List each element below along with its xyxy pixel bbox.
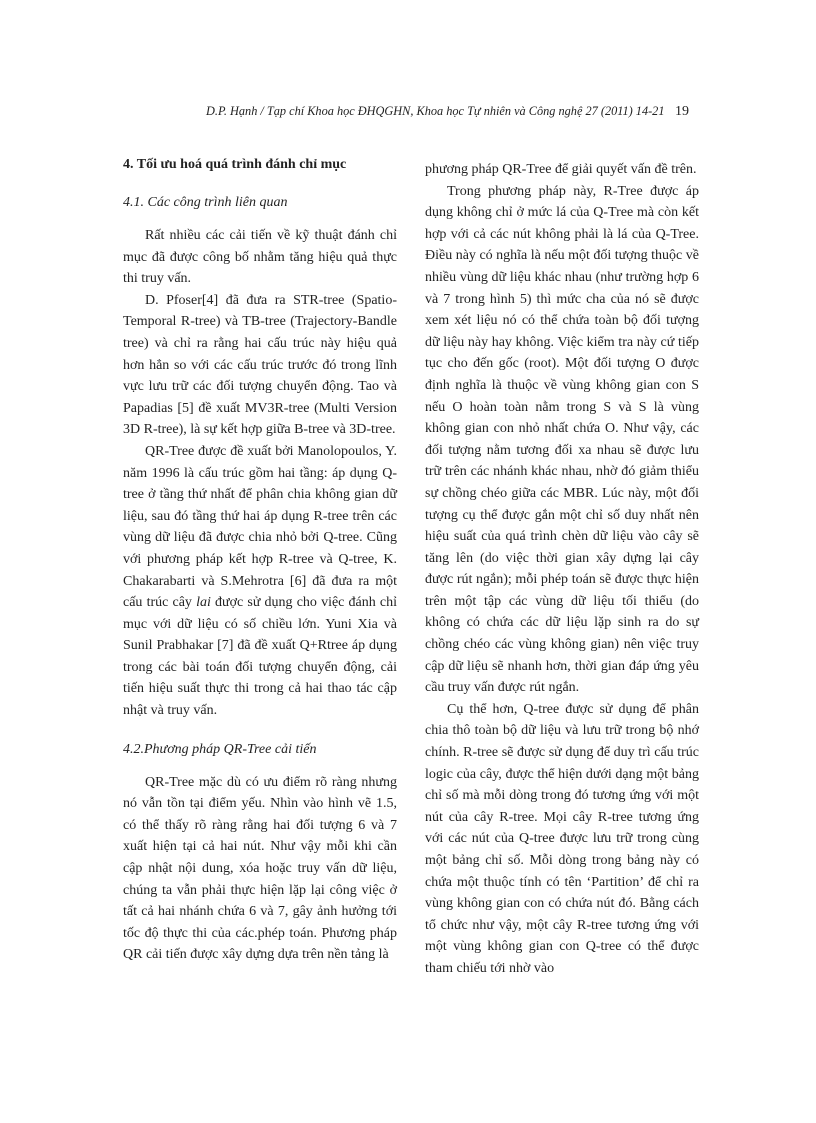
italic-term: lai [196, 595, 211, 611]
paragraph [123, 441, 397, 722]
section-title: 4. Tối ưu hoá quá trình đánh chỉ mục [123, 157, 347, 172]
page-header [0, 104, 816, 124]
paragraph: D. Pfoser[4] đã đưa ra STR-tree (Spatio-Temporal R-tree) và TB-tree (Trajectory-Bandle tree) và chỉ ra rằng hai cấu trúc này hiệu quả hơn hẳn so với các cấu trúc trước đó trong lĩnh vực lưu trữ các đối tượng chuyển động. Tao và Papadias [5] đề xuất MV3R-tree (Multi Version 3D R-tree), là sự kết hợp giữa B-tree và 3D-tree. [123, 292, 397, 438]
paragraph-text: được sử dụng cho việc đánh chỉ mục với dữ liệu có số chiều lớn. Yuni Xia và Sunil Prabhakar [7] đã đề xuất Q+Rtree áp dụng trong các bài toán đối tượng chuyển động, cải tiến hiệu suất thực thi trong cả hai thao tác cập nhật và truy vấn. [123, 595, 397, 719]
paragraph: QR-Tree mặc dù có ưu điểm rõ ràng nhưng nó vẫn tồn tại điểm yếu. Nhìn vào hình vẽ 1.5, có thể thấy rõ ràng rằng hai đối tượng 6 và 7 xuất hiện tại cả hai nút. Như vậy mỗi khi cần cập nhật nội dung, xóa hoặc truy vấn dữ liệu, chúng ta vẫn phải thực hiện lặp lại công việc ở tất cả hai nhánh chứa 6 và 7, gây ảnh hưởng tới tốc độ thực thi của các.phép toán. Phương pháp QR cải tiến được xây dựng dựa trên nền tảng là [123, 774, 397, 963]
paragraph: Cụ thể hơn, Q-tree được sử dụng để phân chia thô toàn bộ dữ liệu và lưu trữ trong bộ nhớ chính. R-tree sẽ được sử dụng để duy trì cấu trúc logic của cây, được thể hiện dưới dạng một bảng chỉ số mà mỗi dòng trong đó tương ứng với một nút của cây R-tree. Mọi cây R-tree tương ứng với các nút của Q-tree được lưu trữ trong cùng một bảng chỉ số. Mỗi dòng trong bảng này có chứa một thuộc tính có tên ‘Partition’ để chỉ ra vùng không gian con có chứa nút đó. Bằng cách tổ chức như vậy, một cây R-tree tương ứng với một vùng không gian con Q-tree có thể được tham chiếu tới nhờ vào [425, 701, 699, 976]
running-head: D.P. Hạnh / Tạp chí Khoa học ĐHQGHN, Khoa học Tự nhiên và Công nghệ 27 (2011) 14-21 [206, 104, 665, 118]
paragraph-text: QR-Tree được đề xuất bởi Manolopoulos, Y. năm 1996 là cấu trúc gồm hai tầng: áp dụng Q-tree ở tầng thứ nhất để phân chia không gian dữ liệu, sau đó tầng thứ hai áp dụng R-tree trên các vùng dữ liệu đã được chia nhỏ bởi Q-tree. Cũng với phương pháp kết hợp R-tree và Q-tree, K. Chakarabarti và S.Mehrotra [6] đã đưa ra một cấu trúc cây [123, 443, 397, 611]
subsection-title-4-1: 4.1. Các công trình liên quan [123, 195, 288, 210]
paragraph: Trong phương pháp này, R-Tree được áp dụng không chỉ ở mức lá của Q-Tree mà còn kết hợp với cả các nút không phải là lá của Q-Tree. Điều này có nghĩa là nếu một đối tượng thuộc về nhiều vùng dữ liệu khác nhau (như trường hợp 6 và 7 trong hình 5) thì mức cha của nó sẽ được xem xét liệu nó có thể chứa toàn bộ đối tượng dữ liệu này hay không. Việc kiểm tra này cứ tiếp tục cho đến gốc (root). Một đối tượng O được định nghĩa là thuộc về vùng không gian con S nếu O hoàn toàn nằm trong S và S là vùng không gian con nhỏ nhất chứa O. Như vậy, các đối tượng nằm tương đối xa nhau sẽ được lưu trữ trên các nhánh khác nhau, nhờ đó giảm thiểu sự chồng chéo giữa các MBR. Lúc này, một đối tượng cụ thể được gắn một chỉ số duy nhất nên hiệu suất của quá trình chèn dữ liệu vào cây sẽ tăng lên (do việc thời gian xây dựng lại cây được rút ngắn); mỗi phép toán sẽ được thực hiện trên một tập các vùng dữ liệu tối thiểu (do không có chứa các dữ liệu lặp sinh ra do sự chồng chéo các vùng không gian) nên việc truy cập dữ liệu sẽ nhanh hơn, thời gian đáp ứng yêu cầu truy vấn được rút ngắn. [425, 183, 699, 696]
subsection-title-4-2: 4.2.Phương pháp QR-Tree cải tiến [123, 741, 317, 757]
page-number: 19 [675, 104, 689, 119]
left-column [123, 155, 397, 966]
right-column [425, 159, 699, 980]
paragraph: Rất nhiều các cải tiến về kỹ thuật đánh chỉ mục đã được công bố nhằm tăng hiệu quả thực thi truy vấn. [123, 228, 397, 287]
paragraph: phương pháp QR-Tree để giải quyết vấn đề trên. [425, 162, 697, 177]
